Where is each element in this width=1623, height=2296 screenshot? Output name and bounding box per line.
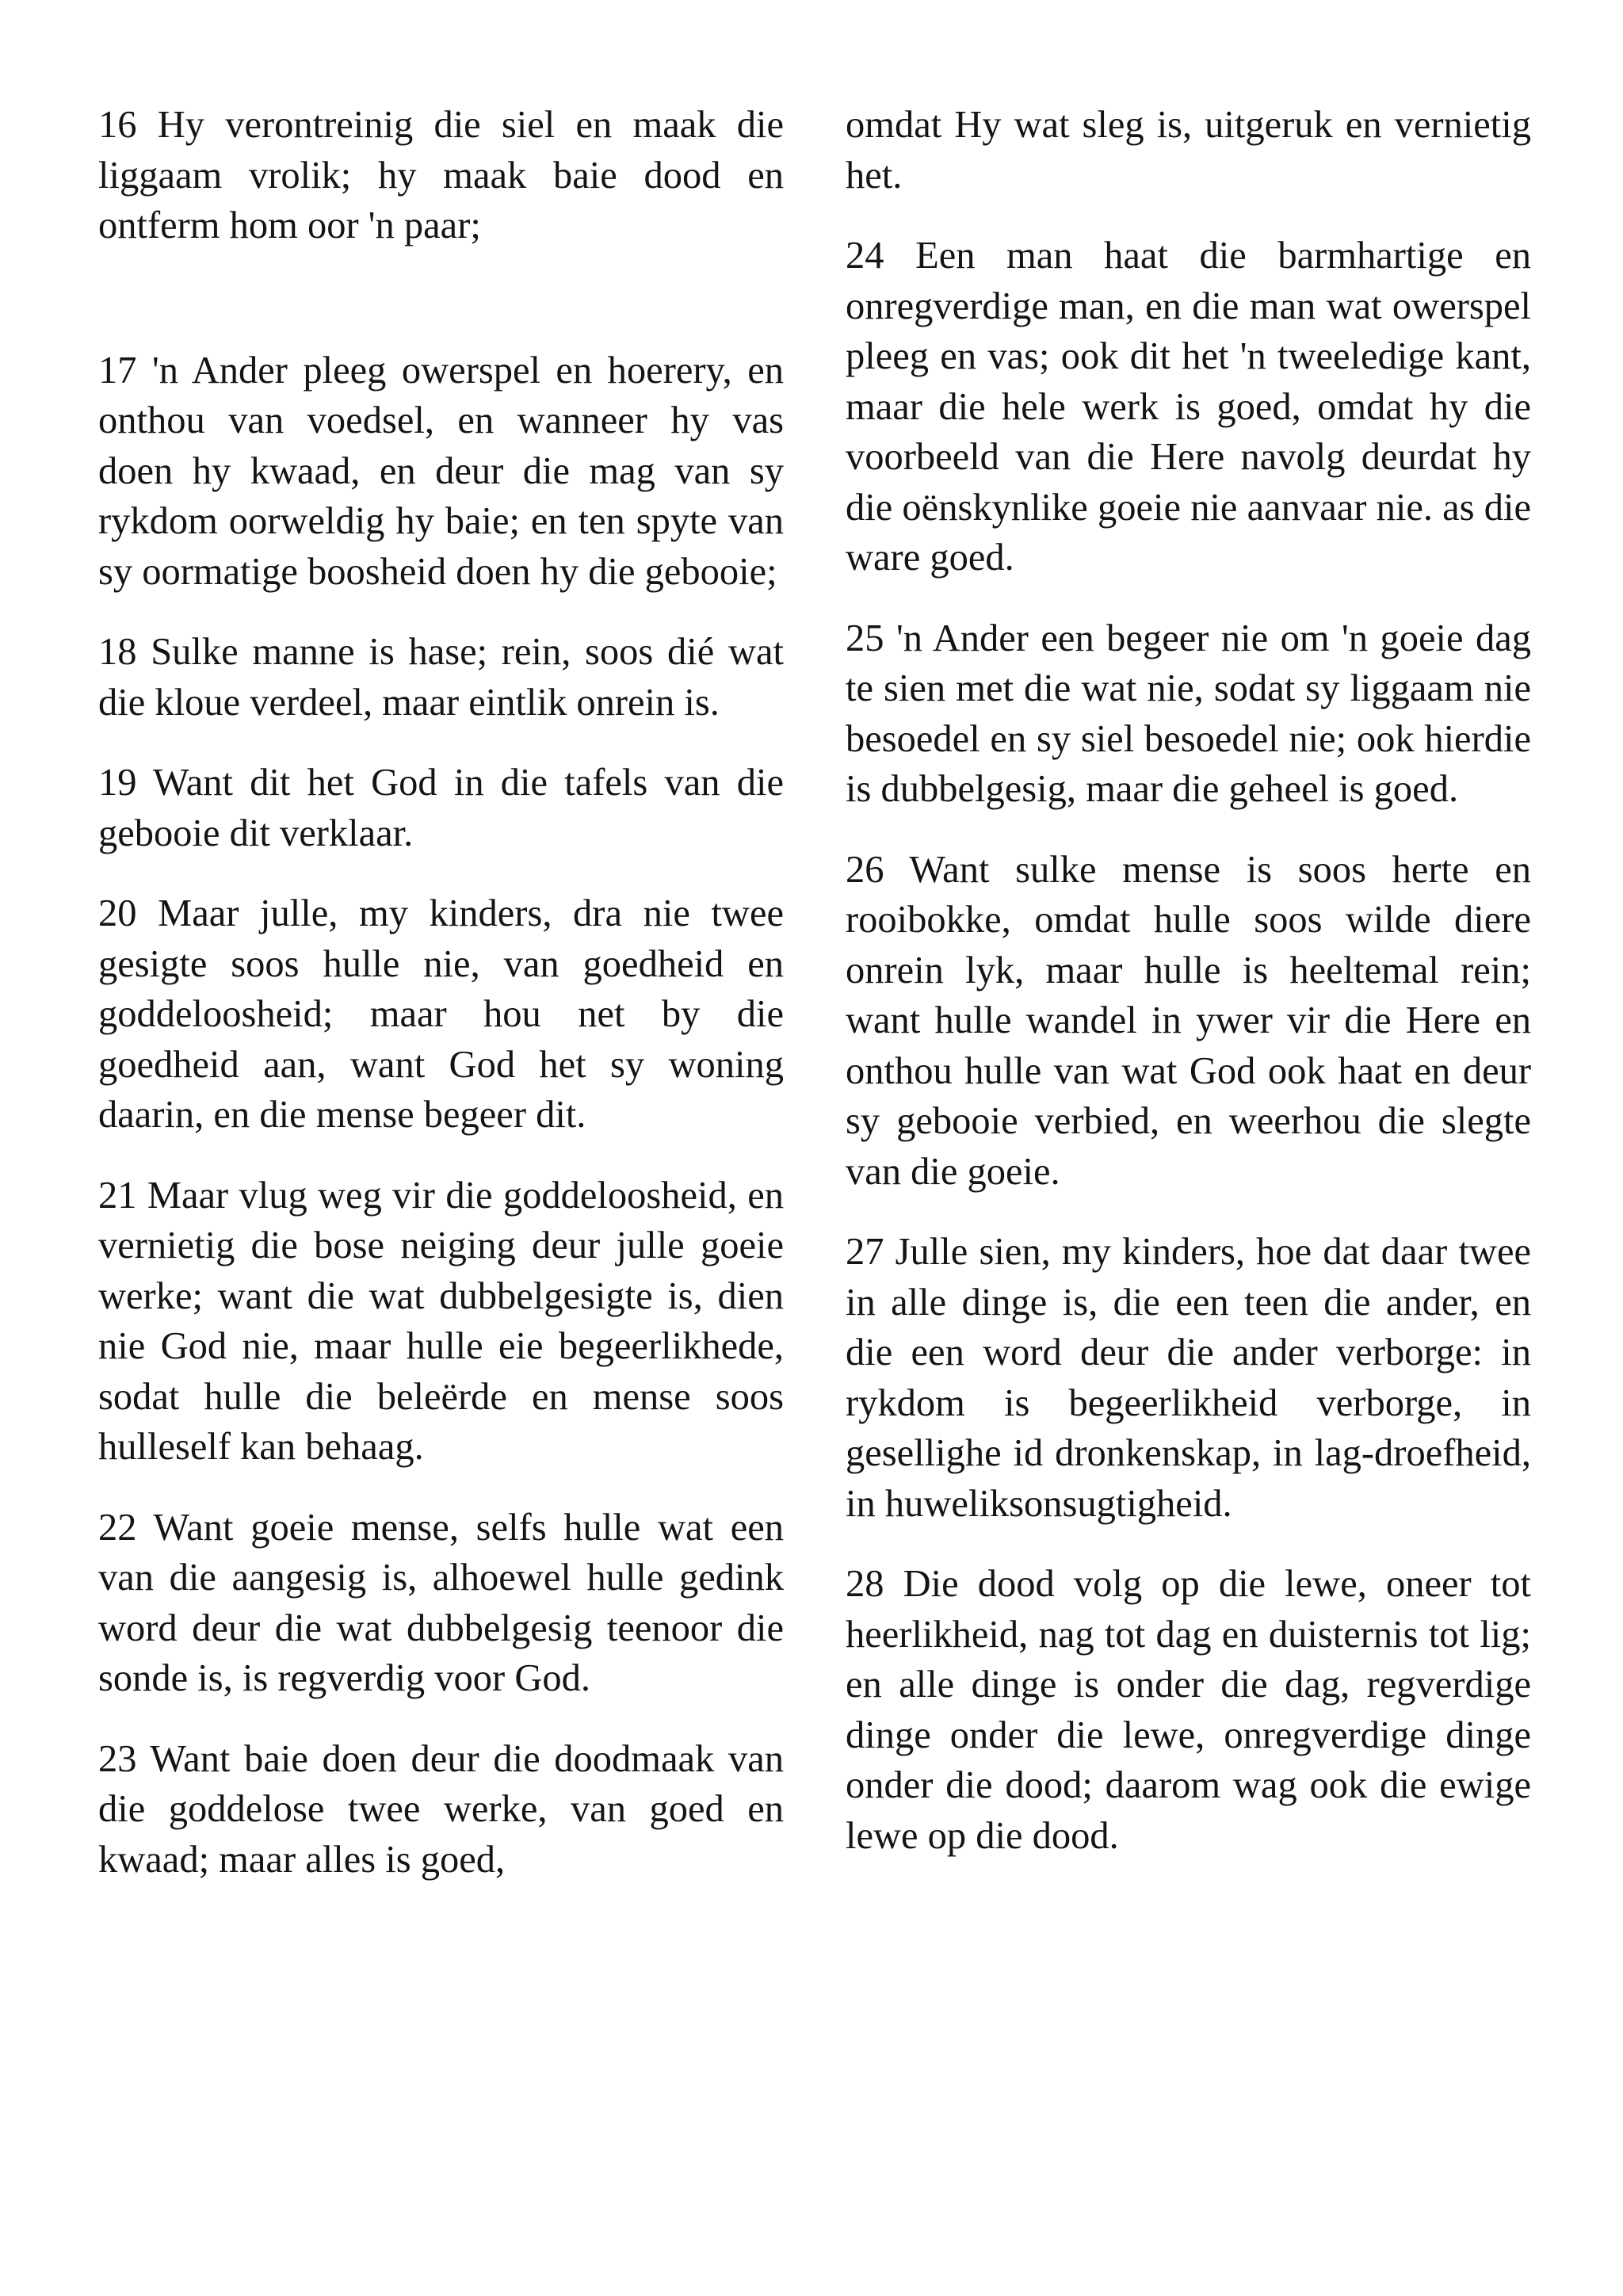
verse-23-continued: omdat Hy wat sleg is, uitgeruk en vernietig het. (846, 104, 1531, 197)
verse-23: 23 Want baie doen deur die doodmaak van die goddelose twee werke, van goed en kwaad; maar alles is goed, (98, 1737, 784, 1881)
left-text-column (98, 100, 784, 1915)
verse-16: 16 Hy verontreinig die siel en maak die liggaam vrolik; hy maak baie dood en ontferm hom oor 'n paar; (98, 104, 784, 246)
verse-20: 20 Maar julle, my kinders, dra nie twee gesigte soos hulle nie, van goedheid en goddeloosheid; maar hou net by die goedheid aan, want God het sy woning daarin, en die mense begeer dit. (98, 892, 784, 1136)
verse-17: 17 'n Ander pleeg owerspel en hoerery, en onthou van voedsel, en wanneer hy vas doen hy kwaad, en deur die mag van sy rykdom oorweldig hy baie; en ten spyte van sy oormatige boosheid doen hy die gebooie; (98, 349, 784, 593)
verse-19: 19 Want dit het God in die tafels van die gebooie dit verklaar. (98, 762, 784, 854)
verse-27: 27 Julle sien, my kinders, hoe dat daar twee in alle dinge is, die een teen die ander, en die een word deur die ander verborge: in rykdom is begeerlikheid verborge, in gesellighe id dronkenskap, in lag-droefheid, in huweliksonsugtigheid. (846, 1231, 1531, 1525)
right-text-column (846, 100, 1531, 1891)
verse-25: 25 'n Ander een begeer nie om 'n goeie dag te sien met die wat nie, sodat sy liggaam nie besoedel en sy siel besoedel nie; ook hierdie is dubbelgesig, maar die geheel is goed. (846, 617, 1531, 810)
verse-21: 21 Maar vlug weg vir die goddeloosheid, en vernietig die bose neiging deur julle goeie werke; want die wat dubbelgesigte is, dien nie God nie, maar hulle eie begeerlikhede, sodat hulle die beleërde en mense soos hulleself kan behaag. (98, 1174, 784, 1468)
verse-26: 26 Want sulke mense is soos herte en rooibokke, omdat hulle soos wilde diere onrein lyk, maar hulle is heeltemal rein; want hulle wandel in ywer vir die Here en onthou hulle van wat God ook haat en deur sy gebooie verbied, en weerhou die slegte van die goeie. (846, 848, 1531, 1193)
verse-22: 22 Want goeie mense, selfs hulle wat een van die aangesig is, alhoewel hulle gedink word deur die wat dubbelgesig teenoor die sonde is, is regverdig voor God. (98, 1506, 784, 1699)
verse-24: 24 Een man haat die barmhartige en onregverdige man, en die man wat owerspel pleeg en vas; ook dit het 'n tweeledige kant, maar die hele werk is goed, omdat hy die voorbeeld van die Here navolg deurdat hy die oënskynlike goeie nie aanvaar nie. as die ware goed. (846, 235, 1531, 579)
verse-28: 28 Die dood volg op die lewe, oneer tot heerlikheid, nag tot dag en duisternis tot lig; en alle dinge is onder die dag, regverdige dinge onder die lewe, onregverdige dinge onder die dood; daarom wag ook die ewige lewe op die dood. (846, 1563, 1531, 1857)
verse-18: 18 Sulke manne is hase; rein, soos dié wat die kloue verdeel, maar eintlik onrein is. (98, 631, 784, 724)
